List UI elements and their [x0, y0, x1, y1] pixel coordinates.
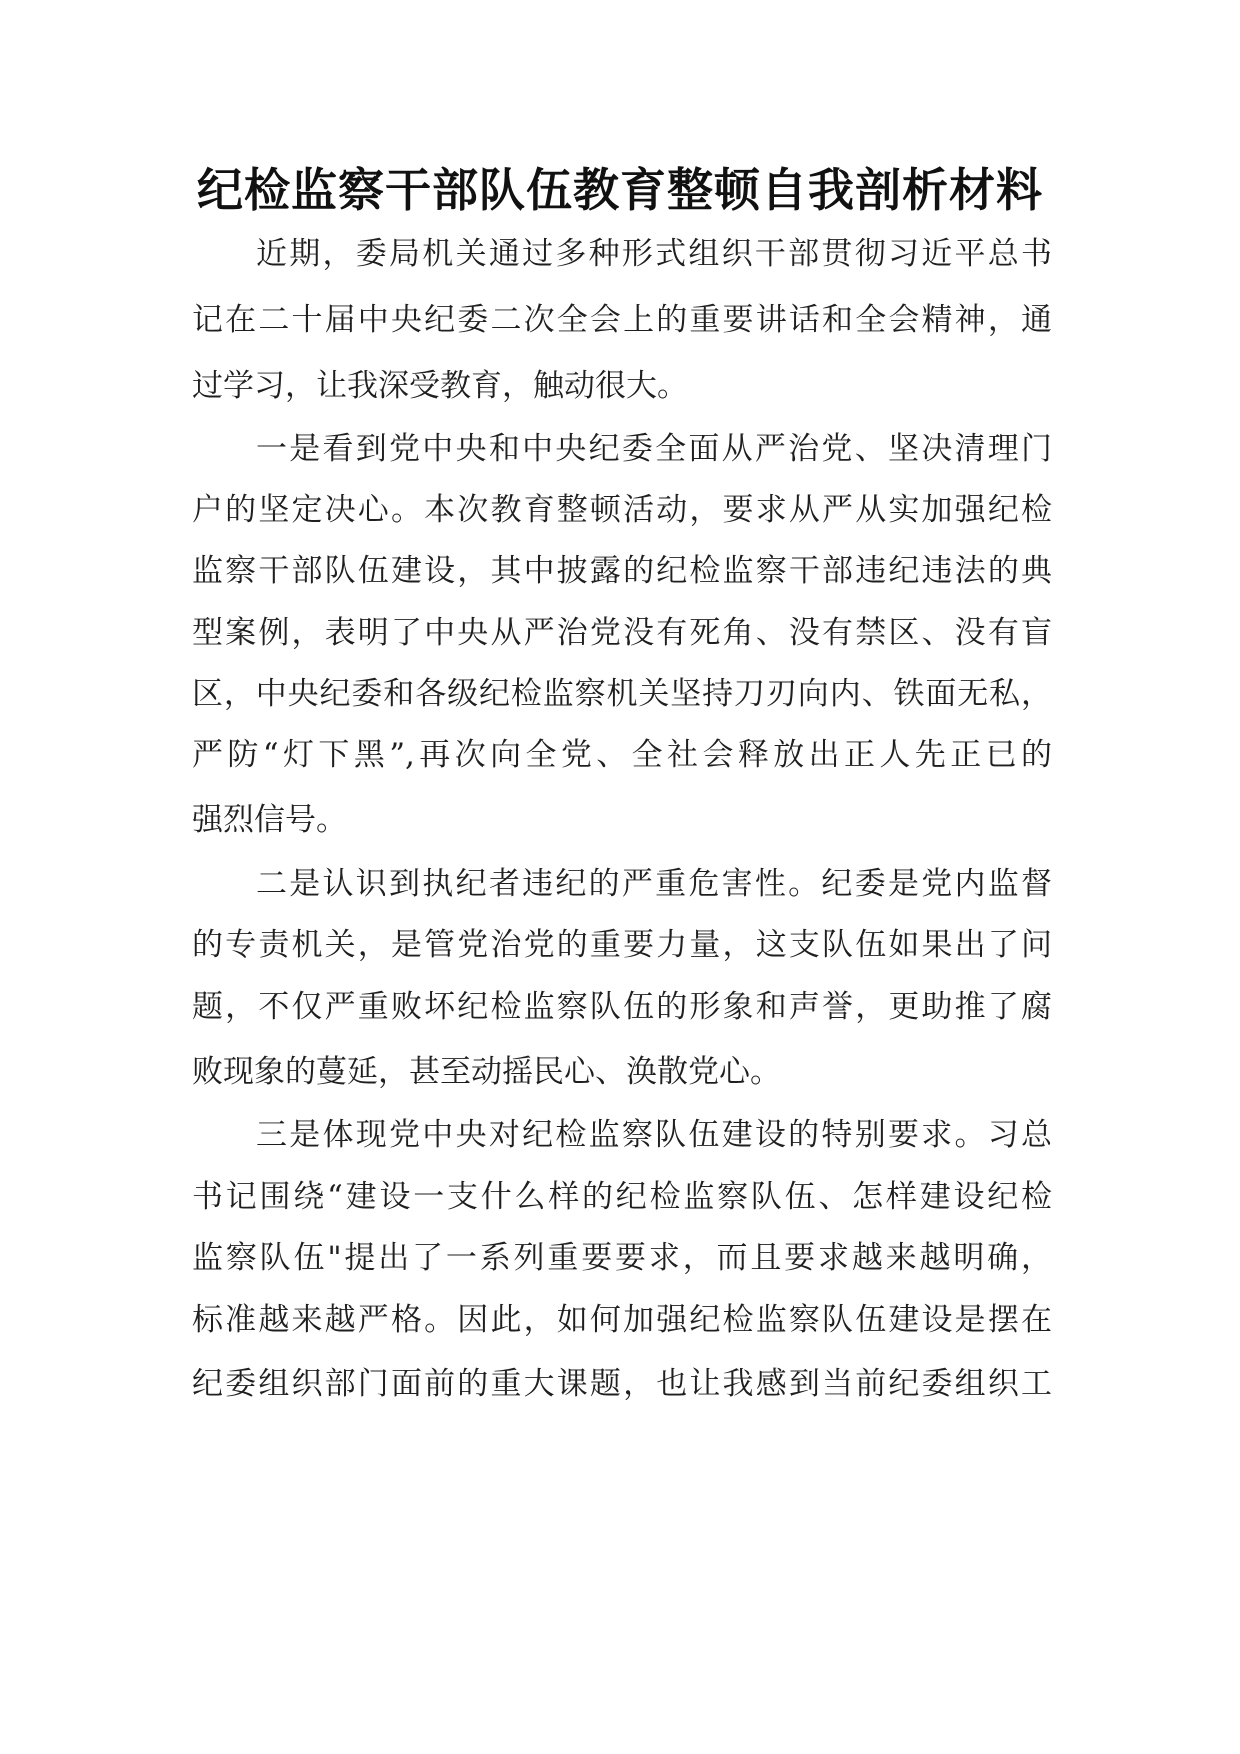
paragraph-3-line-4: 败现象的蔓延，甚至动摇民心、涣散党心。	[192, 1054, 781, 1090]
paragraph-3-line-3: 题，不仅严重败坏纪检监察队伍的形象和声誉，更助推了腐	[192, 989, 1052, 1025]
paragraph-2-line-5: 区，中央纪委和各级纪检监察机关坚持刀刃向内、铁面无私，	[192, 676, 1052, 712]
paragraph-4-line-4: 标准越来越严格。因此，如何加强纪检监察队伍建设是摆在	[192, 1302, 1052, 1338]
paragraph-3-line-1: 二是认识到执纪者违纪的严重危害性。纪委是党内监督	[256, 866, 1052, 902]
paragraph-2-line-6: 严防“灯下黑”,再次向全党、全社会释放出正人先正已的	[192, 737, 1052, 773]
paragraph-1-line-2: 记在二十届中央纪委二次全会上的重要讲话和全会精神，通	[192, 302, 1052, 338]
paragraph-2-line-4: 型案例，表明了中央从严治党没有死角、没有禁区、没有盲	[192, 615, 1052, 651]
paragraph-4-line-5: 纪委组织部门面前的重大课题，也让我感到当前纪委组织工	[192, 1366, 1052, 1402]
paragraph-2-line-2: 户的坚定决心。本次教育整顿活动，要求从严从实加强纪检	[192, 492, 1052, 528]
paragraph-4-line-2: 书记围绕“建设一支什么样的纪检监察队伍、怎样建设纪检	[192, 1179, 1052, 1215]
paragraph-1-line-3: 过学习，让我深受教育，触动很大。	[192, 368, 688, 404]
paragraph-3-line-2: 的专责机关，是管党治党的重要力量，这支队伍如果出了问	[192, 927, 1052, 963]
paragraph-4-line-1: 三是体现党中央对纪检监察队伍建设的特别要求。习总	[256, 1117, 1052, 1153]
paragraph-2-line-7: 强烈信号。	[192, 802, 347, 838]
paragraph-2-line-3: 监察干部队伍建设，其中披露的纪检监察干部违纪违法的典	[192, 553, 1052, 589]
paragraph-4-line-3: 监察队伍"提出了一系列重要要求，而且要求越来越明确，	[192, 1240, 1052, 1276]
document-title: 纪检监察干部队伍教育整顿自我剖析材料	[197, 163, 1043, 217]
paragraph-2-line-1: 一是看到党中央和中央纪委全面从严治党、坚决清理门	[256, 431, 1052, 467]
paragraph-1-line-1: 近期，委局机关通过多种形式组织干部贯彻习近平总书	[256, 236, 1052, 272]
